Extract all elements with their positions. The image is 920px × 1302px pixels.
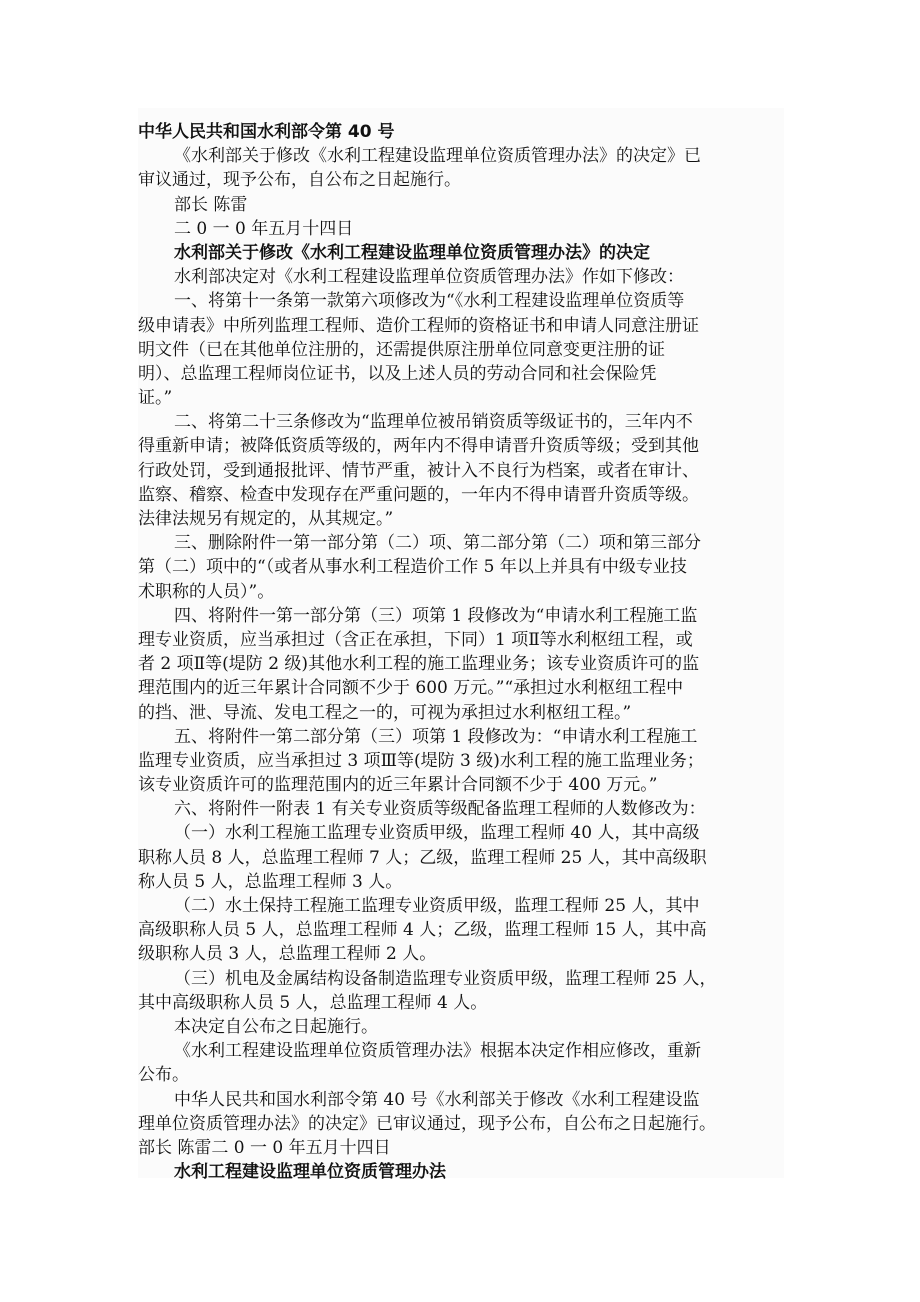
document-text-line: 得重新申请；被降低资质等级的，两年内不得申请晋升资质等级；受到其他 [138,436,699,457]
document-text-line: 级职称人员 3 人，总监理工程师 2 人。 [138,944,437,965]
document-text-line: 监理专业资质，应当承担过 3 项Ⅲ等(堤防 3 级)水利工程的施工监理业务； [138,750,704,771]
document-heading: 水利工程建设监理单位资质管理办法 [174,1162,446,1183]
document-text-line: 称人员 5 人，总监理工程师 3 人。 [138,871,403,892]
document-text-line: 级申请表》中所列监理工程师、造价工程师的资格证书和申请人同意注册证 [138,315,699,336]
document-text-line: 明文件（已在其他单位注册的，还需提供原注册单位同意变更注册的证 [138,339,665,360]
document-text-line: 三、删除附件一第一部分第（二）项、第二部分第（二）项和第三部分 [174,533,701,554]
document-text-line: 其中高级职称人员 5 人，总监理工程师 4 人。 [138,992,488,1013]
document-text-line: 《水利工程建设监理单位资质管理办法》根据本决定作相应修改，重新 [174,1041,701,1062]
document-text-line: 理范围内的近三年累计合同额不少于 600 万元。”“承担过水利枢纽工程中 [138,678,684,699]
document-text-line: 《水利部关于修改《水利工程建设监理单位资质管理办法》的决定》已 [174,146,701,167]
document-text-line: 二、将第二十三条修改为“监理单位被吊销资质等级证书的，三年内不 [174,412,693,433]
document-text-line: 六、将附件一附表 1 有关专业资质等级配备监理工程师的人数修改为： [174,799,706,820]
document-text-line: 部长 陈雷 [174,194,248,215]
document-text-line: 第（二）项中的“（或者从事水利工程造价工作 5 年以上并具有中级专业技 [138,557,687,578]
document-text-line: 理单位资质管理办法》的决定》已审议通过，现予公布，自公布之日起施行。 [138,1113,716,1134]
document-text-line: 二 0 一 0 年五月十四日 [174,218,354,239]
document-text-line: 职称人员 8 人，总监理工程师 7 人；乙级，监理工程师 25 人，其中高级职 [138,847,707,868]
document-text-line: （三）机电及金属结构设备制造监理专业资质甲级，监理工程师 25 人， [174,968,717,989]
document-text-line: 法律法规另有规定的，从其规定。” [138,509,394,529]
document-page [138,108,784,1183]
document-text-line: 水利部决定对《水利工程建设监理单位资质管理办法》作如下修改： [174,267,684,288]
document-text-line: 中华人民共和国水利部令第 40 号《水利部关于修改《水利工程建设监 [174,1089,700,1110]
document-text-line: 监察、稽察、检查中发现存在严重问题的，一年内不得申请晋升资质等级。 [138,484,699,505]
document-text-line: （一）水利工程施工监理专业资质甲级，监理工程师 40 人，其中高级 [174,823,700,844]
document-text-line: 五、将附件一第二部分第（三）项第 1 段修改为：“申请水利工程施工 [174,726,698,747]
document-text-line: （二）水土保持工程施工监理专业资质甲级，监理工程师 25 人，其中 [174,896,700,916]
document-text-line: 理专业资质，应当承担过（含正在承担，下同）1 项Ⅱ等水利枢纽工程，或 [138,629,693,650]
document-text-line: 明）、总监理工程师岗位证书，以及上述人员的劳动合同和社会保险凭 [138,363,657,384]
document-text-line: 行政处罚，受到通报批评、情节严重，被计入不良行为档案，或者在审计、 [138,460,699,481]
document-heading: 中华人民共和国水利部令第 40 号 [138,122,395,142]
document-text-line: 四、将附件一第一部分第（三）项第 1 段修改为“申请水利工程施工监 [174,605,698,626]
document-text-line: 的挡、泄、导流、发电工程之一的，可视为承担过水利枢纽工程。” [138,702,632,723]
document-text-line: 者 2 项Ⅱ等(堤防 2 级)其他水利工程的施工监理业务；该专业资质许可的监 [138,654,700,675]
document-text-line: 术职称的人员）”。 [138,581,275,602]
document-text-line: 审议通过，现予公布，自公布之日起施行。 [138,170,461,191]
document-text-line: 一、将第十一条第一款第六项修改为“《水利工程建设监理单位资质等 [174,291,685,312]
document-text-line: 高级职称人员 5 人，总监理工程师 4 人；乙级，监理工程师 15 人，其中高 [138,920,707,941]
document-text-line: 证。” [138,388,173,409]
document-text-line: 该专业资质许可的监理范围内的近三年累计合同额不少于 400 万元。” [138,775,658,796]
document-text-line: 部长 陈雷二 0 一 0 年五月十四日 [138,1137,391,1158]
document-text-line: 公布。 [138,1065,189,1086]
document-heading: 水利部关于修改《水利工程建设监理单位资质管理办法》的决定 [174,242,650,263]
document-text-line: 本决定自公布之日起施行。 [174,1016,378,1037]
